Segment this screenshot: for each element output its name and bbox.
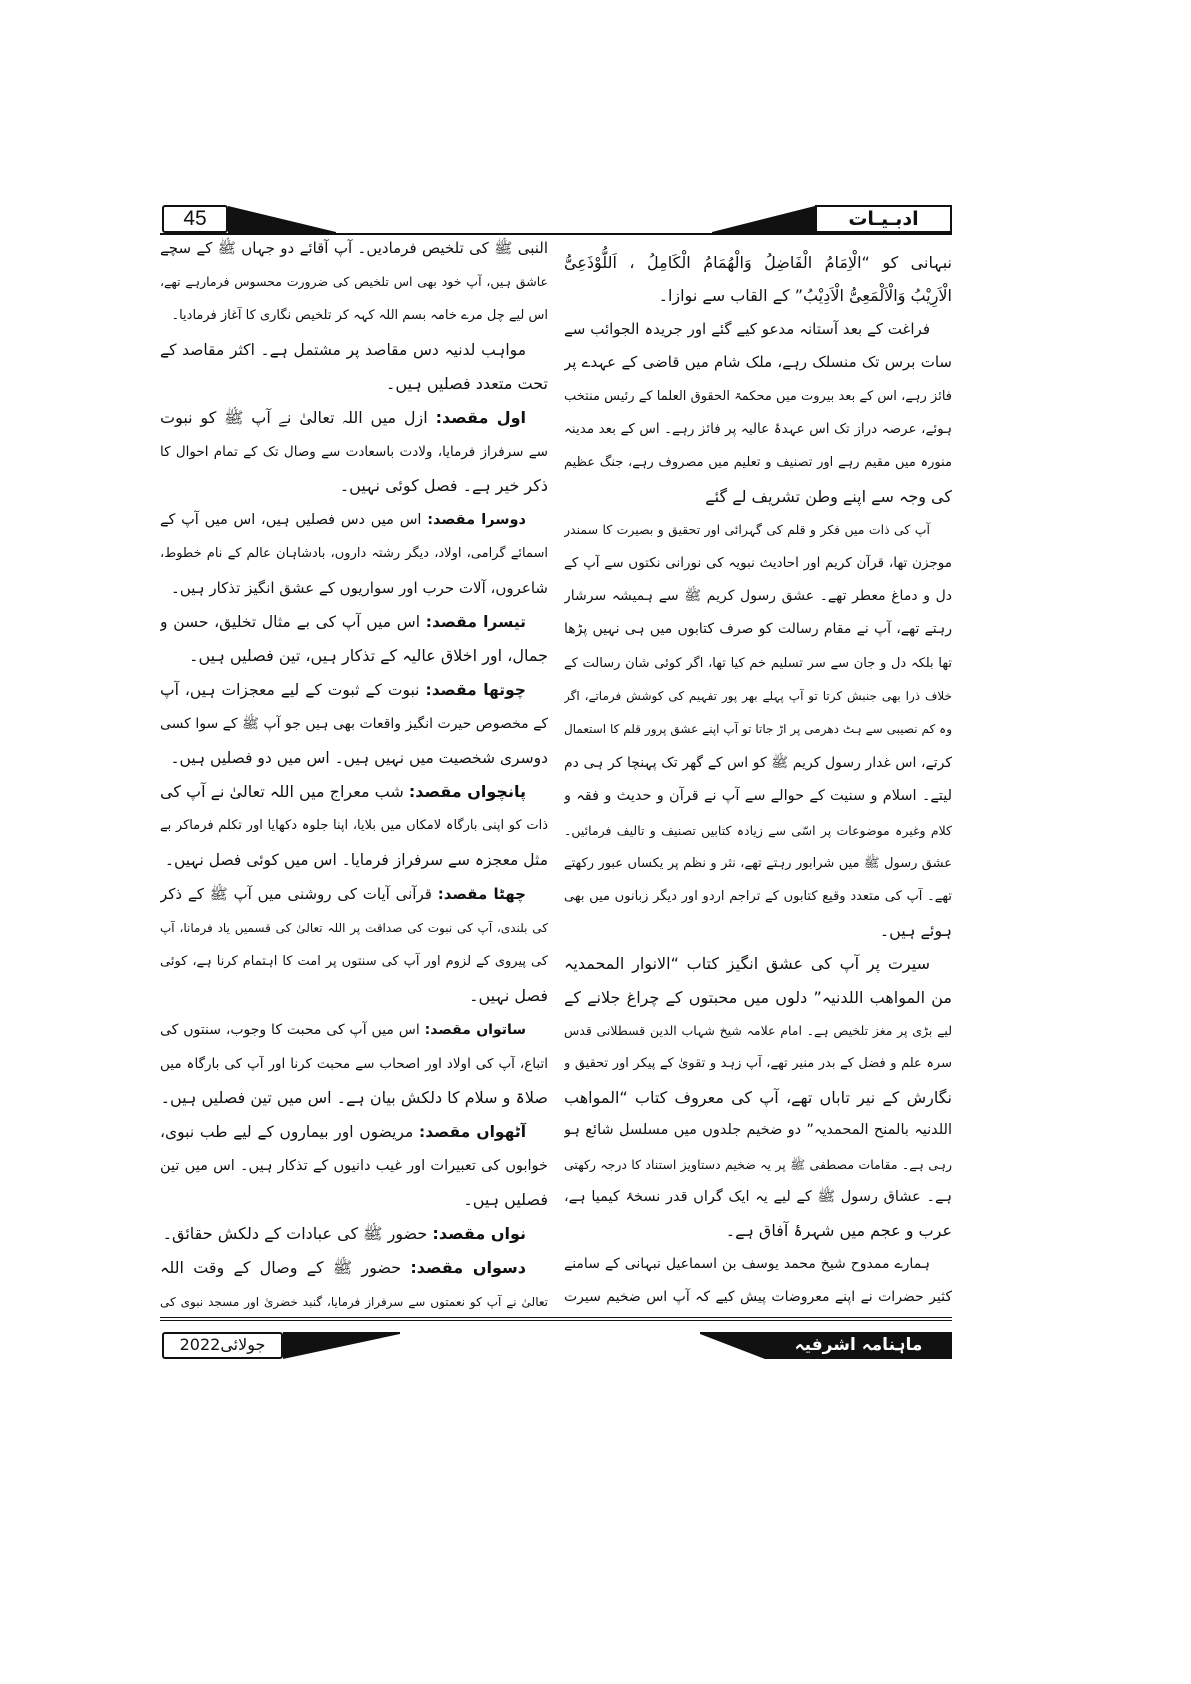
footer-wedge-right: [700, 1332, 765, 1359]
line-text: تحت متعدد فصلیں ہیں۔: [386, 374, 548, 393]
text-line: [564, 1248, 952, 1281]
section-label: اول مقصد:: [435, 408, 527, 427]
line-text: ہے۔ عشاق رسول ﷺ کے لیے یہ ایک گراں قدر نسخۂ کیمیا ہے،: [564, 1188, 952, 1205]
text-line: [160, 877, 548, 911]
text-line: [564, 246, 952, 279]
text-line: [160, 571, 548, 605]
line-text: فراغت کے بعد آستانہ مدعو کیے گئے اور جریدہ الجوائب سے: [564, 319, 930, 338]
text-line: [160, 367, 548, 401]
footer-rule: [160, 1317, 952, 1321]
text-line: [564, 1148, 952, 1181]
line-text: عاشق ہیں، آپ خود بھی اس تلخیص کی ضرورت محسوس فرمارہے تھے،: [160, 274, 548, 289]
magazine-name: ماہنامہ اشرفیہ: [794, 1335, 923, 1355]
line-text: اتباع، آپ کی اولاد اور اصحاب سے محبت کرنا اور آپ کی بارگاہ میں: [160, 1056, 548, 1072]
text-line: [160, 741, 548, 775]
text-line: [160, 775, 548, 809]
line-text: النبی ﷺ کی تلخیص فرمادیں۔ آپ آقائے دو جہاں ﷺ کے سچے: [160, 239, 548, 257]
line-text: حضور ﷺ کے وصال کے وقت اللہ: [160, 1258, 402, 1277]
text-line: [160, 299, 548, 333]
line-text: فصلیں ہیں۔: [463, 1190, 548, 1209]
line-text: رہی ہے۔ مقامات مصطفی ﷺ پر یہ ضخیم دستاویز استناد کا درجہ رکھتی: [564, 1156, 952, 1172]
line-text: خوابوں کی تعبیرات اور غیب دانیوں کے تذکار ہیں۔ اس میں تین: [160, 1158, 548, 1174]
line-text: مثل معجزہ سے سرفراز فرمایا۔ اس میں کوئی فصل نہیں۔: [164, 851, 548, 869]
text-line: [160, 435, 548, 469]
line-text: صلاۃ و سلام کا دلکش بیان ہے۔ اس میں تین فصلیں ہیں۔: [160, 1088, 548, 1107]
text-line: [160, 231, 548, 265]
line-text: لیے بڑی پر مغز تلخیص ہے۔ امام علامہ شیخ شہاب الدین قسطلانی قدس: [564, 1022, 952, 1038]
text-line: [160, 537, 548, 571]
text-line: [564, 647, 952, 680]
line-text: اللدنیہ بالمنح المحمدیہ” دو ضخیم جلدوں میں مسلسل شائع ہو: [564, 1122, 952, 1139]
line-text: کی پیروی کے لزوم اور آپ کی سنتوں پر امت کا اہتمام کرنا ہے، کوئی: [160, 954, 548, 969]
text-line: [564, 1214, 952, 1247]
text-line: [564, 313, 952, 346]
line-text: فائز رہے، اس کے بعد بیروت میں محکمۃ الحقوق العلما کے رئیس منتخب: [564, 388, 952, 404]
section-label: تیسرا مقصد:: [425, 613, 526, 631]
issue-date: جولائی2022: [179, 1335, 266, 1354]
section-label: نواں مقصد:: [432, 1224, 526, 1243]
text-line: [160, 1217, 548, 1251]
text-line: [564, 680, 952, 713]
left-text-column: [160, 231, 548, 1319]
page-number: 45: [183, 207, 207, 230]
text-line: [564, 780, 952, 813]
section-label: پانچواں مقصد:: [408, 782, 526, 801]
magazine-name-banner: [765, 1332, 952, 1359]
line-text: شب معراج میں اللہ تعالیٰ نے آپ کی: [160, 782, 404, 801]
line-text: دل و دماغ معطر تھے۔ عشق رسول کریم ﷺ سے ہمیشہ سرشار: [564, 587, 952, 604]
line-text: قرآنی آیات کی روشنی میں آپ ﷺ کے ذکر: [160, 885, 432, 903]
text-line: [564, 814, 952, 847]
section-label: دسواں مقصد:: [410, 1258, 526, 1277]
text-line: [160, 1149, 548, 1183]
line-text: اس میں آپ کی بے مثال تخلیق، حسن و: [160, 613, 421, 631]
text-line: [564, 981, 952, 1014]
text-line: [564, 947, 952, 980]
text-line: [160, 605, 548, 639]
text-line: [160, 639, 548, 673]
line-text: کرتے، اس غدار رسول کریم ﷺ کو اس کے گھر تک پہنچا کر ہی دم: [564, 754, 952, 771]
text-line: [564, 847, 952, 880]
text-line: [160, 1183, 548, 1217]
line-text: رہتے تھے، آپ نے مقام رسالت کو صرف کتابوں میں ہی نہیں پڑھا: [564, 621, 952, 638]
text-line: [564, 446, 952, 479]
text-line: [564, 1014, 952, 1047]
line-text: اس میں دس فصلیں ہیں، اس میں آپ کے: [160, 512, 422, 528]
line-text: ہوئے، عرصہ دراز تک اس عہدۂ عالیہ پر فائز رہے۔ اس کے بعد مدینہ: [564, 420, 952, 437]
line-text: من المواھب اللدنیہ” دلوں میں محبتوں کے چراغ جلانے کے: [564, 987, 952, 1007]
line-text: سات برس تک منسلک رہے، ملک شام میں قاضی کے عہدے پر: [564, 353, 952, 372]
line-text: فصل نہیں۔: [469, 986, 548, 1005]
text-line: [160, 469, 548, 503]
text-line: [160, 911, 548, 945]
text-line: [564, 713, 952, 746]
line-text: وہ کم نصیبی سے ہٹ دھرمی پر اڑ جاتا تو آپ اپنے عشق پرور قلم کا استعمال: [564, 722, 952, 737]
text-line: [160, 1081, 548, 1115]
line-text: موجزن تھا، قرآن کریم اور احادیث نبویہ کی نورانی نکتوں سے آپ کے: [564, 554, 952, 571]
line-text: نبہانی کو “الْاِمَامُ الْفَاضِلُ وَالْهُمَامُ الْکَامِلُ ، اَللُّوْذَعِیُّ: [564, 253, 952, 272]
line-text: دوسری شخصیت میں نہیں ہیں۔ اس میں دو فصلیں ہیں۔: [170, 749, 548, 767]
header-wedge-left: [228, 205, 336, 234]
line-text: عشق رسول ﷺ میں شرابور رہتے تھے، نثر و نظم پر یکساں عبور رکھتے: [564, 856, 952, 872]
line-text: آپ کی ذات میں فکر و قلم کی گہرائی اور تحقیق و بصیرت کا سمندر: [564, 522, 930, 538]
text-line: [160, 1013, 548, 1047]
line-text: اس میں آپ کی محبت کا وجوب، سنتوں کی: [160, 1022, 420, 1038]
text-line: [564, 1081, 952, 1114]
line-text: نگارش کے نیر تاباں تھے، آپ کی معروف کتاب “المواھب: [564, 1087, 952, 1107]
text-line: [160, 1115, 548, 1149]
footer-wedge-left: [283, 1332, 400, 1359]
text-line: [160, 265, 548, 299]
text-line: [160, 707, 548, 741]
line-text: الْاَرِیْبُ وَالْاَلْمَعِیُّ الْاَدِیْبُ” کے القاب سے نوازا۔: [658, 286, 952, 306]
line-text: مواہب لدنیہ دس مقاصد پر مشتمل ہے۔ اکثر مقاصد کے: [160, 341, 526, 359]
line-text: لیتے۔ اسلام و سنیت کے حوالے سے آپ نے قرآن و حدیث و فقہ و: [564, 788, 952, 805]
line-text: مریضوں اور بیماروں کے لیے طب نبوی،: [160, 1123, 414, 1141]
text-line: [160, 1285, 548, 1319]
line-text: کے مخصوص حیرت انگیز واقعات بھی ہیں جو آپ ﷺ کے سوا کسی: [160, 716, 548, 732]
line-text: سرہ علم و فضل کے بدر منیر تھے، آپ زہد و تقویٰ کے پیکر اور تحقیق و: [564, 1056, 952, 1072]
line-text: حضور ﷺ کی عبادات کے دلکش حقائق۔: [162, 1224, 428, 1243]
line-text: اسمائے گرامی، اولاد، دیگر رشتہ داروں، بادشاہان عالم کے نام خطوط،: [160, 546, 548, 561]
line-text: کثیر حضرات نے اپنے معروضات پیش کیے کہ آپ اس ضخیم سیرت: [564, 1289, 952, 1306]
issue-date-box: [162, 1332, 283, 1359]
page-number-box: [162, 205, 228, 233]
line-text: عرب و عجم میں شہرۂ آفاق ہے۔: [725, 1221, 952, 1241]
line-text: کی وجہ سے اپنے وطن تشریف لے گئے: [705, 486, 952, 506]
text-line: [160, 1047, 548, 1081]
line-text: ازل میں اللہ تعالیٰ نے آپ ﷺ کو نبوت: [160, 408, 428, 427]
line-text: تھے۔ آپ کی متعدد وقیع کتابوں کے تراجم اردو اور دیگر زبانوں میں بھی: [564, 889, 952, 905]
line-text: کی بلندی، آپ کی نبوت کی صداقت پر اللہ تعالیٰ کی قسمیں یاد فرمانا، آپ: [160, 921, 548, 935]
line-text: منورہ میں مقیم رہے اور تصنیف و تعلیم میں مصروف رہے، جنگ عظیم: [564, 455, 952, 471]
line-text: اس لیے چل مرے خامہ بسم اللہ کہہ کر تلخیص نگاری کا آغاز فرمادیا۔: [171, 308, 548, 323]
text-line: [564, 346, 952, 379]
text-line: [160, 503, 548, 537]
text-line: [160, 333, 548, 367]
text-line: [564, 547, 952, 580]
text-line: [564, 613, 952, 646]
line-text: ذات کو اپنی بارگاہ لامکاں میں بلایا، اپنا جلوہ دکھایا اور تکلم فرماکر بے: [160, 818, 548, 833]
section-label: آٹھواں مقصد:: [419, 1123, 527, 1141]
text-line: [564, 880, 952, 913]
text-line: [564, 279, 952, 312]
line-text: ذکر خیر ہے۔ فصل کوئی نہیں۔: [339, 476, 548, 495]
text-line: [564, 1181, 952, 1214]
line-text: ہوئے ہیں۔: [879, 920, 952, 940]
text-line: [564, 914, 952, 947]
header-wedge-right: [712, 205, 815, 234]
line-text: کلام وغیرہ موضوعات پر اسّی سے زیادہ کتابیں تصنیف و تالیف فرمائیں۔: [564, 822, 952, 838]
line-text: ہمارے ممدوح شیخ محمد یوسف بن اسماعیل نبہانی کے سامنے: [564, 1255, 930, 1272]
line-text: سے سرفراز فرمایا، ولادت باسعادت سے وصال تک کے تمام احوال کا: [160, 444, 548, 460]
text-line: [160, 401, 548, 435]
section-label: چوتھا مقصد:: [425, 681, 526, 699]
line-text: تھا بلکہ دل و جان سے سر تسلیم خم کیا تھا، اگر کوئی شان رسالت کے: [564, 655, 952, 671]
text-line: [564, 380, 952, 413]
text-line: [160, 673, 548, 707]
text-line: [564, 1281, 952, 1314]
text-line: [564, 1047, 952, 1080]
section-title-box: [815, 205, 952, 233]
text-line: [160, 979, 548, 1013]
text-line: [564, 480, 952, 513]
text-line: [564, 1114, 952, 1147]
line-text: جمال، اور اخلاق عالیہ کے تذکار ہیں، تین فصلیں ہیں۔: [189, 646, 548, 665]
line-text: سیرت پر آپ کی عشق انگیز کتاب “الانوار المحمدیہ: [564, 954, 930, 974]
section-label: ساتواں مقصد:: [424, 1022, 527, 1038]
line-text: خلاف ذرا بھی جنبش کرتا تو آپ پہلے بھر پور تفہیم کی کوشش فرماتے، اگر: [564, 689, 952, 704]
text-line: [160, 1251, 548, 1285]
section-label: دوسرا مقصد:: [427, 512, 526, 528]
text-line: [564, 580, 952, 613]
line-text: شاعروں، آلات حرب اور سواریوں کے عشق انگیز تذکار ہیں۔: [171, 579, 548, 597]
line-text: تعالیٰ نے آپ کو نعمتوں سے سرفراز فرمایا، گنبد خضریٰ اور مسجد نبوی کی: [160, 1295, 548, 1309]
line-text: نبوت کے ثبوت کے لیے معجزات ہیں، آپ: [160, 681, 420, 699]
section-label: چھٹا مقصد:: [437, 885, 526, 903]
text-line: [160, 945, 548, 979]
section-title: ادبـیـات: [848, 208, 919, 230]
text-line: [160, 843, 548, 877]
text-line: [564, 513, 952, 546]
right-text-column: [564, 246, 952, 1315]
text-line: [564, 747, 952, 780]
text-line: [564, 413, 952, 446]
text-line: [160, 809, 548, 843]
